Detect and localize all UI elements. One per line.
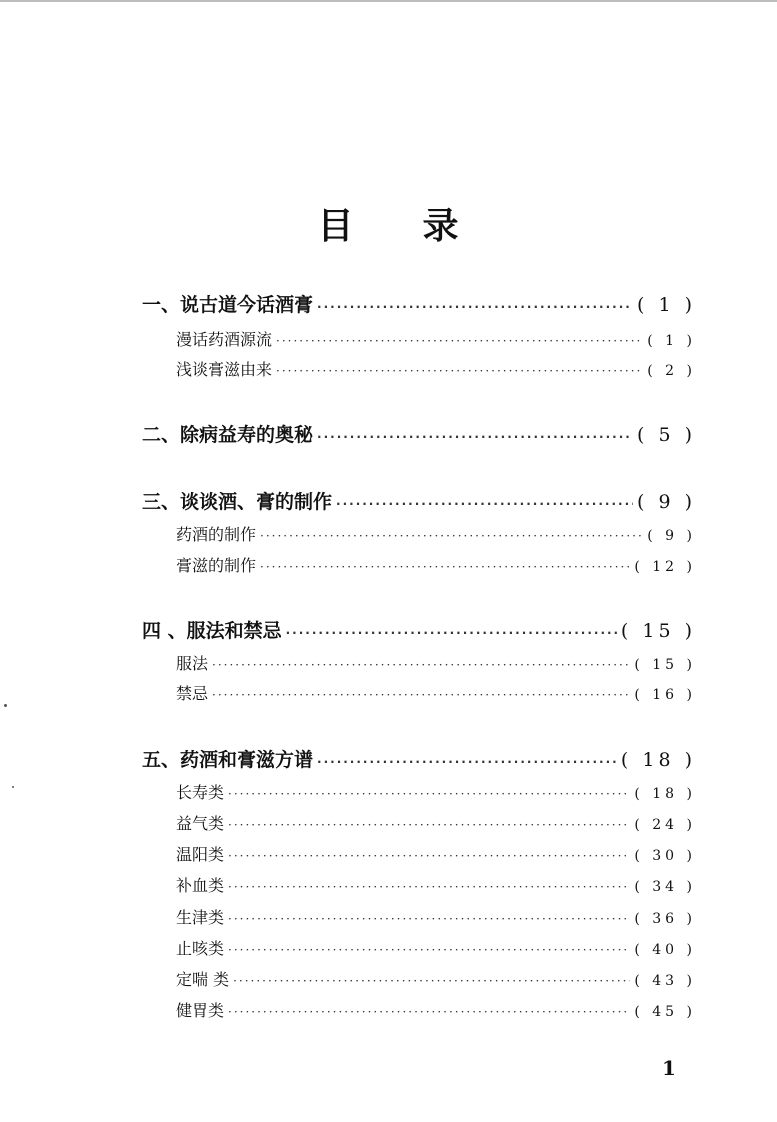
toc-label: 二、除病益寿的奥秘	[142, 424, 314, 446]
leader-dots	[317, 293, 633, 321]
toc-section[interactable]	[176, 935, 696, 963]
toc-section[interactable]	[176, 966, 696, 994]
leader-dots	[228, 811, 630, 839]
leader-dots	[228, 936, 630, 964]
toc-label: 一、说古道今话酒膏	[142, 294, 314, 316]
toc-page: ( 30 )	[634, 848, 696, 864]
toc-section[interactable]	[176, 841, 696, 869]
toc-page: ( 34 )	[634, 879, 696, 895]
leader-dots	[228, 780, 630, 808]
leader-dots	[276, 357, 643, 385]
leader-dots	[286, 619, 617, 647]
toc-section[interactable]	[176, 552, 696, 580]
toc-label: 三、谈谈酒、膏的制作	[142, 491, 333, 513]
leader-dots	[228, 905, 630, 933]
leader-dots	[260, 522, 643, 550]
toc-section[interactable]	[176, 997, 696, 1025]
title-char-1: 目	[317, 206, 355, 247]
toc-page: ( 43 )	[634, 973, 696, 989]
toc-section[interactable]	[176, 521, 696, 549]
toc-chapter-1[interactable]	[142, 291, 696, 319]
toc-page: ( 9 )	[647, 528, 696, 544]
leader-dots	[317, 748, 617, 776]
leader-dots	[228, 998, 630, 1026]
toc-section[interactable]	[176, 810, 696, 838]
toc-page: ( 15 )	[634, 657, 696, 673]
toc-section[interactable]	[176, 872, 696, 900]
title-char-2: 录	[422, 206, 460, 247]
toc-label: 禁忌	[176, 684, 209, 703]
toc-section[interactable]	[176, 904, 696, 932]
toc-page: ( 36 )	[634, 911, 696, 927]
toc-page: ( 18 )	[634, 786, 696, 802]
toc-chapter-5[interactable]	[142, 746, 696, 774]
toc-page: ( 1 )	[637, 294, 696, 316]
toc-section[interactable]	[176, 779, 696, 807]
toc-page: ( 18 )	[620, 749, 696, 771]
toc-label: 生津类	[176, 908, 225, 927]
toc-chapter-4[interactable]	[142, 617, 696, 645]
toc-section[interactable]	[176, 326, 696, 354]
toc-label: 长寿类	[176, 783, 225, 802]
leader-dots	[336, 490, 633, 518]
toc-label: 温阳类	[176, 845, 225, 864]
toc-page: ( 15 )	[620, 620, 696, 642]
toc-label: 漫话药酒源流	[176, 330, 273, 349]
leader-dots	[233, 967, 630, 995]
toc-page: ( 24 )	[634, 817, 696, 833]
toc-page: ( 2 )	[647, 363, 696, 379]
toc-label: 服法	[176, 654, 209, 673]
toc-label: 补血类	[176, 876, 225, 895]
leader-dots	[212, 651, 630, 679]
toc-page: ( 16 )	[634, 687, 696, 703]
leader-dots	[317, 423, 633, 451]
toc-page: ( 5 )	[637, 424, 696, 446]
toc-chapter-2[interactable]	[142, 421, 696, 449]
leader-dots	[228, 873, 630, 901]
leader-dots	[212, 681, 630, 709]
toc-chapter-3[interactable]	[142, 488, 696, 516]
toc-label: 浅谈膏滋由来	[176, 360, 273, 379]
toc-label: 定喘 类	[176, 970, 230, 989]
toc-label: 止咳类	[176, 939, 225, 958]
toc-page: ( 45 )	[634, 1004, 696, 1020]
toc-label: 四 、服法和禁忌	[142, 620, 282, 642]
toc-label: 益气类	[176, 814, 225, 833]
leader-dots	[276, 327, 643, 355]
toc-label: 药酒的制作	[176, 525, 257, 544]
scan-speck	[4, 704, 7, 707]
leader-dots	[260, 553, 630, 581]
leader-dots	[228, 842, 630, 870]
toc-label: 膏滋的制作	[176, 556, 257, 575]
scan-speck	[12, 786, 14, 788]
toc-page: ( 1 )	[647, 333, 696, 349]
page-number: 1	[662, 1056, 676, 1080]
toc-page: ( 12 )	[634, 559, 696, 575]
toc-label: 健胃类	[176, 1001, 225, 1020]
toc-label: 五、药酒和膏滋方谱	[142, 749, 314, 771]
toc-section[interactable]	[176, 650, 696, 678]
toc-section[interactable]	[176, 356, 696, 384]
toc-page: ( 9 )	[637, 491, 696, 513]
toc-section[interactable]	[176, 680, 696, 708]
toc-page: ( 40 )	[634, 942, 696, 958]
